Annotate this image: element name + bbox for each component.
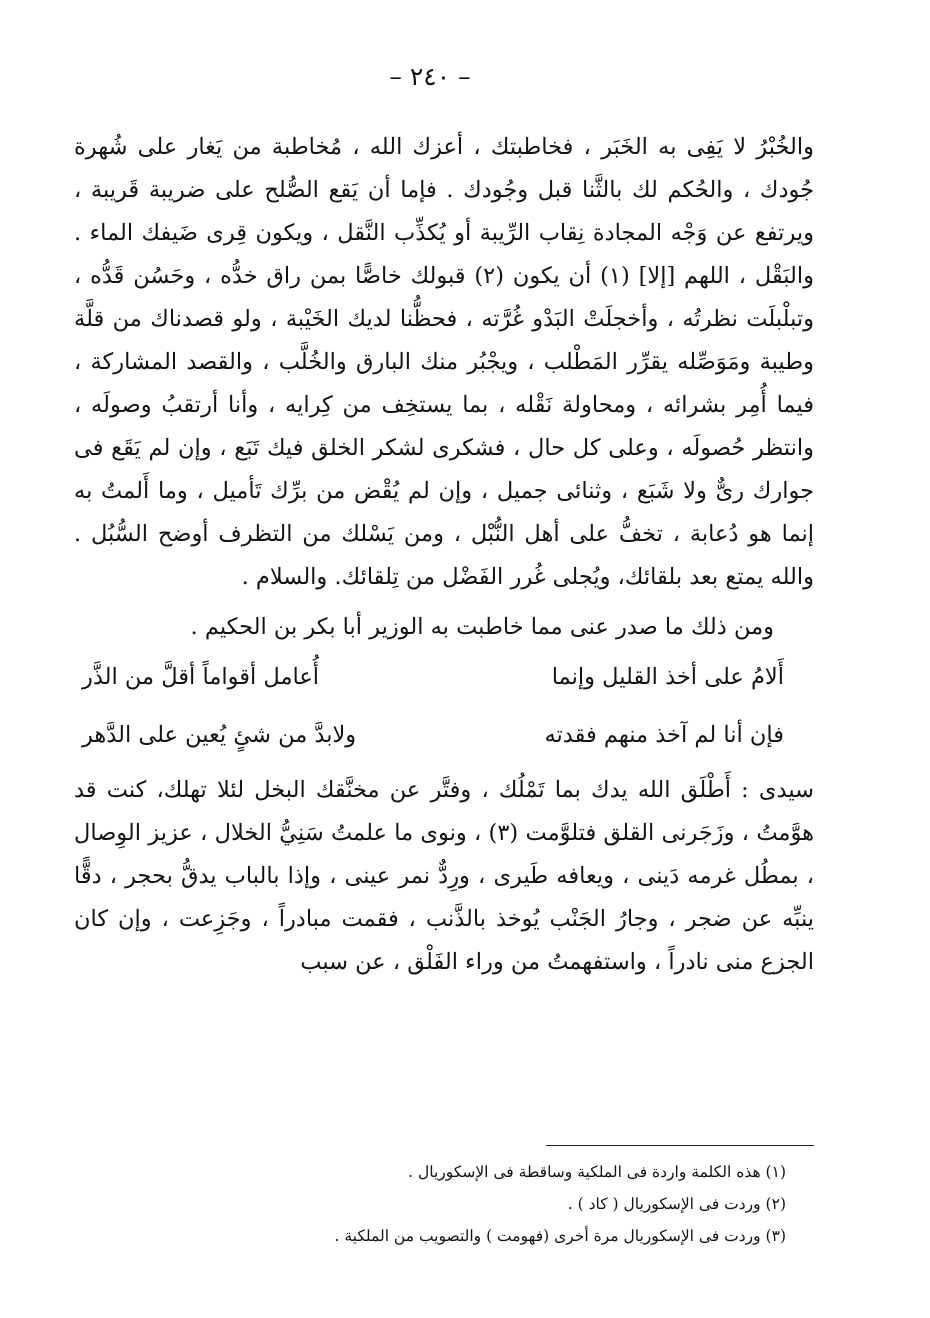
footnote-1: (١) هذه الكلمة واردة فى الملكية وساقطة فى الإسكوريال .: [408, 1163, 786, 1181]
main-text: [74, 126, 814, 984]
paragraph-letter: سيدى : أَطْلَق الله يدك بما تَمْلُك ، وفتَّر عن مخنَّقك البخل لئلا تهلك، كنت قد هوَّمتُ ، وزَجَرنى القلق فتلوَّمت (٣) ، ونوى ما علمتُ سَنِيُّ الخلال ، عزيز الوِصال ، بمطُل غرمه دَينى ، ويعافه طَيرى ، ورِدٌّ نمر عينى ، وإذا بالباب يدقُّ بحجر ، دقًّا ينبِّه عن ضجر ، وجارُ الجَنْب يُوخذ بالذَّنب ، فقمت مبادراً ، وجَزِعت ، وإن كان الجزع منى نادراً ، واستفهمتُ من وراء الفَلْق ، عن سبب: [74, 777, 814, 975]
page-number: – ٢٤٠ –: [389, 62, 471, 91]
footnote-2: (٢) وردت فى الإسكوريال ( كاد ) .: [567, 1195, 786, 1213]
intro-line: ومن ذلك ما صدر عنى مما خاطبت به الوزير أبا بكر بن الحكيم .: [190, 614, 774, 640]
footnote-divider: [546, 1145, 814, 1146]
verse-line-1: [74, 655, 814, 699]
paragraph-opening: والخُبْرُ لا يَفِى به الخَبَر ، فخاطبتك ، أعزك الله ، مُخاطبة من يَغار على شُهرة جُودك ، والحُكم لك بالثَّنا قبل وجُودك . فإما أن يَقع الصُّلح على ضريبة قَريبة ، ويرتفع عن وَجْه المجادة نِقاب الرِّيبة أو يُكذِّب النَّقل ، ويكون قِرى ضَيفك الماء . والبَقْل ، اللهم [إلا] (١) أن يكون (٢) قبولك خاصًّا بمن راق خدُّه ، وحَسُن قَدُّه ، وتبلْبلَت نظرتُه ، وأخجلَتْ البَدْو غُرَّته ، فحظُّنا لديك الخَيْبة ، ولو قصدناك من قلَّة وطيبة ومَوَصِّله يقرِّر المَطْلب ، ويجْبُر منك البارق والخُلَّب ، والقصد المشاركة ، فيما أُمِر بشرائه ، ومحاولة نَقْله ، بما يستخِف من كِرايه ، وأنا أرتقبُ وصولَه ، وانتظر حُصولَه ، وعلى كل حال ، فشكرى لشكر الخلق فيك تَبَع ، وإن لم يَقَع فى جوارك رىٌّ ولا شَبَع ، وثنائى جميل ، وإن لم يُقْض من برِّك تَأميل ، وما أَلمتُ به إنما هو دُعابة ، تخفُّ على أهل النُّبْل ، ومن يَسْلك من التظرف أوضح السُّبُل . والله يمتع بعد بلقائك، ويُجلى غُرر الفَضْل من تِلقائك. والسلام .: [74, 134, 815, 590]
footnotes: [240, 1156, 786, 1252]
verse-2-second-hemistich: ولابدَّ من شئٍ يُعين على الدَّهر: [82, 722, 357, 748]
verse-1-second-hemistich: أُعامل أقواماً أقلَّ من الذَّر: [82, 664, 320, 690]
verse-line-2: [74, 713, 814, 757]
footnote-3: (٣) وردت فى الإسكوريال مرة أخرى (فهومت ) والتصويب من الملكية .: [334, 1227, 786, 1245]
verse-1-first-hemistich: أَلامُ على أخذ القليل وإنما: [551, 664, 784, 690]
verse-2-first-hemistich: فإن أنا لم آخذ منهم فقدته: [544, 722, 784, 748]
